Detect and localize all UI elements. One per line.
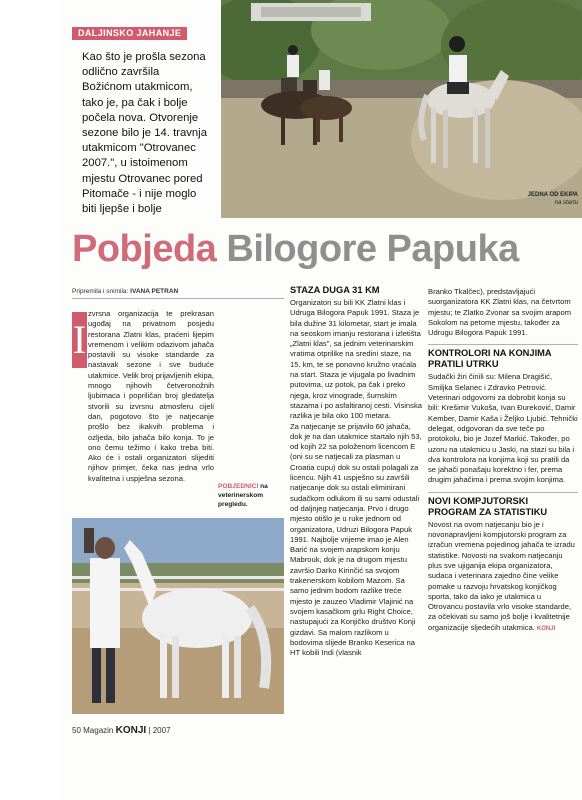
photo-bottom-caption [218,482,284,509]
column-3-paragraph-1: Sudački žiri činili su: Milena Dragišić, Smiljka Selanec i Zdravko Petrović. Veterinari odgovorni za dobrobit konja su bili: Krešimir Vukoša, Ivan Đureković, Damir Kember, Damir Kaša i Željko Ljubić. Tehnički delegat, odgovoran da sve teče po protokolu, bio je Jozef Markić. Također, po uzoru na utakmicu u Jaski, na stazi su bila i dva kontrolora na konjima koji su pratili da se jahači ponašaju korektno i fer, prema drugim jahačima i prema svojim konjima. [428,372,578,485]
column-2-paragraph-2: Za natjecanje se prijavilo 60 jahača, dok je na dan utakmice startalo njih 53, od kojih 22 sa položenom licencom E (oni su se natjecali za plasman u Croatia cupu) dok su ostali polagali za licencu. Njih 41 uspješno su završili natjecanje dok su ostali eliminirani sudačkom odlukom ili su sami odustali od daljnjeg natjecanja. Prvo i drugo mjesto otišlo je u ruke jednom od organizatora, Udruzi Bilogora Papuk 1991. Najbolje vrijeme imao je Alen Barić na svojem arapskom konju Mabrouk, dok je na drugom mjestu završio Darko Kirinčić sa svojom trakenerskom kobilom Mazom. Sa samo jednim bodom razlike treće mjesto je zauzeo Vladimir Vlajinić na svojem kasačkom grlu Right Choice, nastupajući za Konjičko društvo Konji gizdavi. Sa malom razlikom u bodovima slijede Branko Keserica na HT kobili Indi (vlasnik [290,421,422,658]
magazine-label: Magazin [83,726,114,735]
photo-vet-check [72,518,284,714]
heading-kontrolori: KONTROLORI NA KONJIMA PRATILI UTRKU [428,344,578,370]
section-tag: DALJINSKO JAHANJE [72,27,187,40]
headline-word2: Bilogore Papuka [226,228,519,270]
footer-separator: | [148,726,151,735]
column-2 [290,285,422,658]
photo-bottom-caption-key: POBJEDNICI [218,483,259,490]
headline [72,225,577,273]
column-3 [428,287,578,634]
byline-name: IVANA PETRAN [130,288,179,295]
heading-staza: STAZA DUGA 31 KM [290,285,380,295]
headline-word1: Pobjeda [72,228,217,270]
photo-top-caption [488,191,578,207]
photo-bottom-caption-rest: na veterinerskom pregledu. [218,483,268,508]
photo-top-caption-sub: na startu [554,200,578,206]
byline [72,288,284,299]
byline-prefix: Pripremila i snimila: [72,288,129,295]
intro-text: Kao što je prošla sezona odlično završila Božićnom utakmicom, tako je, pa čak i bolje počela nova. Otvorenje sezone bilo je 14. travnja utakmicom "Otrovanec 2007.", u istoimenom mjestu Otrovanec pored Pitomače - i nije moglo biti ljepše i bolje [82,51,207,216]
footer-year: 2007 [152,726,171,735]
column-1-text: zvrsna organizacija te prekrasan ugođaj na privatnom posjedu restorana Zlatni klas, praćeni lijepim vremenom i velikim odazivom jahača postavili su visoke standarde za nastavak sezone i sve buduće utakmice. Velik broj prijavljenih ekipa, mnogo njihovih četveronožnih ljubimaca i popriličan broj gledatelja stvorili su izvrsnu atmosferu cijeli dan, pogotovo što je natjecanje prošlo bez ikakvih problema i ozljeda, bilo jahača bilo konja. To je ono čemu težimo i kako treba biti. Ako će i ostali organizatori slijediti njihov primjer, čeka nas jedna vrlo kvalitetna i uspješna sezona. [88,309,214,483]
column-3-paragraph-0: Branko Tkalčec), predstavljajući suorganizatora KK Zlatni klas, na četvrtom mjestu; te Zlatko Zvonar sa svojim arapom Sokolom na petome mjestu, također za Udrugu Bilogora Papuk 1991. [428,287,572,338]
page-number: 50 [72,726,81,735]
photo-vet-check-image [72,518,284,714]
heading-kompjutorski: NOVI KOMPJUTORSKI PROGRAM ZA STATISTIKU [428,492,578,518]
column-2-paragraph-1: Organizatori su bili KK Zlatni klas i Udruga Bilogora Papuk 1991. Staza je bila dužine 31 kilometar, start je imala na seoskom imanju restorana i izletišta „Zlatni klas", sa jednim veterinarskim vratima otprilike na sredini staze, na 15. km, te se ponovno kružno vraćala na start. Staza je vijugala po livadnim putovima, uz potok, pa čak i preko njega, kroz vinograde, šumskim stazama i po asfaltiranoj cesti. Visinska razlika je bila oko 100 metara. [290,298,422,421]
dropcap: I [72,312,87,368]
photo-riders-start-image [221,0,582,218]
page-footer [72,725,202,736]
photo-top-caption-title: JEDNA OD EKIPA [527,192,578,198]
magazine-logo: KONJI [115,725,147,736]
column-3-paragraph-2 [428,520,578,634]
signature: KONJI [536,625,556,632]
photo-riders-start [221,0,582,218]
column-3-paragraph-2-text: Novost na ovom natjecanju bio je i novonapravljeni kompjutorski program za izračun vremena pojedinog jahača te izradu statistike. Novosti na svakom natjecanju plus sve ujiganija ekipa organizatora, sudaca i veterinara zajedno čine velike pomake u razvoju hrvatskog konjičkog sporta, tako da iako je utakmica u Otrovancu postavila vrlo visoke standarde, za očekivati su samo još bolje i kvalitetnije organizacije sljedećih utakmica. [428,519,575,632]
